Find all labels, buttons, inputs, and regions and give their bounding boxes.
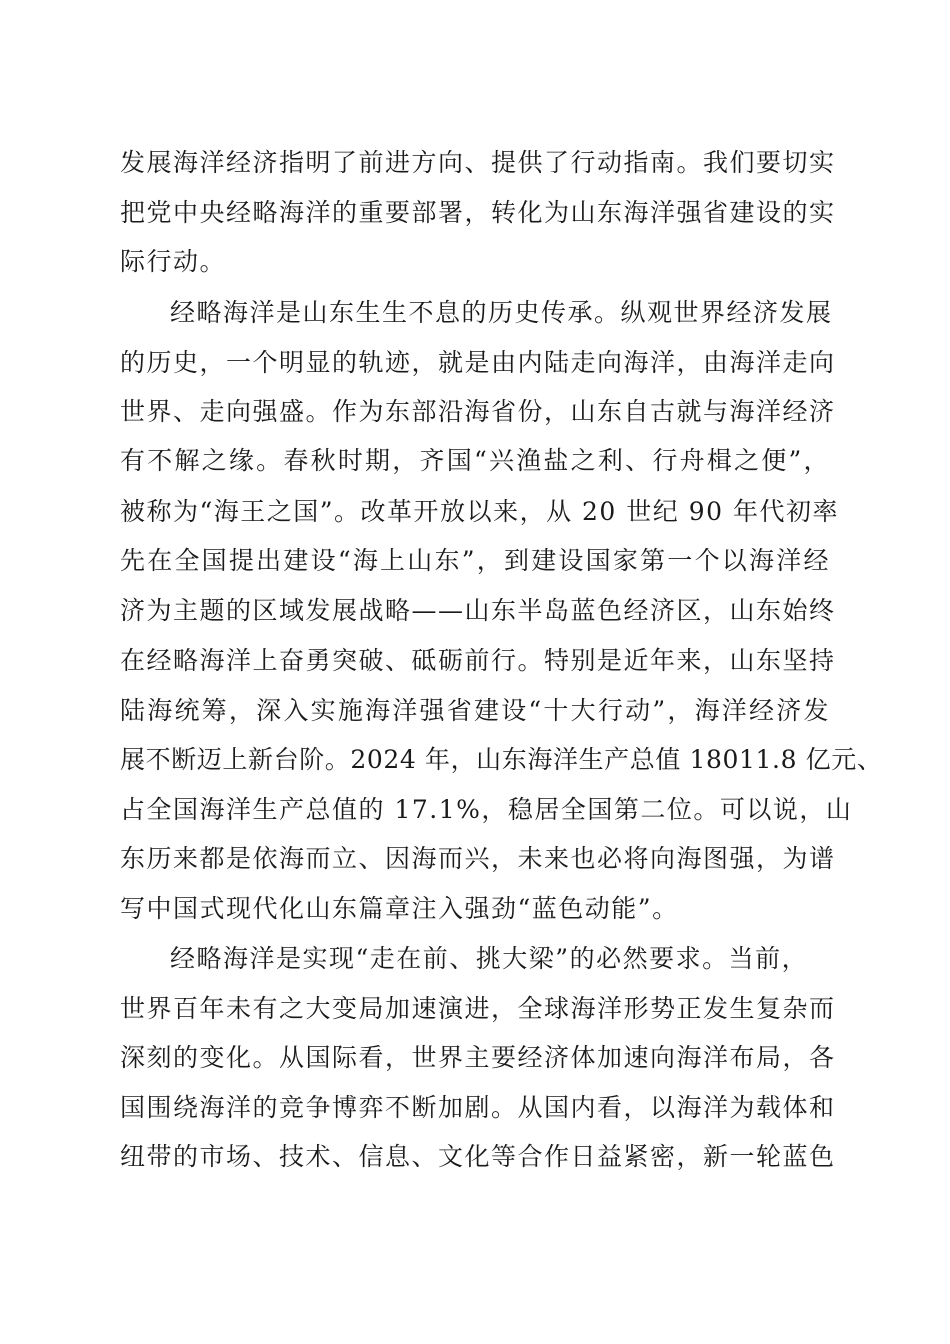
paragraph-heading-line: 经略海洋是山东生生不息的历史传承。纵观世界经济发展: [170, 298, 833, 327]
text-line: 写中国式现代化山东篇章注入强劲“蓝色动能”。: [120, 894, 679, 923]
text-line: 有不解之缘。春秋时期，齐国“兴渔盐之利、行舟楫之便”，: [120, 446, 830, 475]
text-line: 国围绕海洋的竞争博弈不断加剧。从国内看，以海洋为载体和: [120, 1093, 836, 1122]
text-line: 占全国海洋生产总值的 17.1%，稳居全国第二位。可以说，山: [120, 795, 853, 824]
text-line: 把党中央经略海洋的重要部署，转化为山东海洋强省建设的实: [120, 198, 836, 227]
text-line: 世界、走向强盛。作为东部沿海省份，山东自古就与海洋经济: [120, 397, 836, 426]
text-line: 纽带的市场、技术、信息、文化等合作日益紧密，新一轮蓝色: [120, 1142, 836, 1171]
text-line: 济为主题的区域发展战略——山东半岛蓝色经济区，山东始终: [120, 596, 836, 625]
text-line: 被称为“海王之国”。改革开放以来，从 20 世纪 90 年代初率: [120, 497, 839, 526]
text-line: 世界百年未有之大变局加速演进，全球海洋形势正发生复杂而: [120, 994, 836, 1023]
text-line: 东历来都是依海而立、因海而兴，未来也必将向海图强，为谱: [120, 844, 836, 873]
text-line: 展不断迈上新台阶。2024 年，山东海洋生产总值 18011.8 亿元、: [120, 745, 883, 774]
text-line: 际行动。: [120, 247, 227, 276]
text-line: 的历史，一个明显的轨迹，就是由内陆走向海洋，由海洋走向: [120, 348, 836, 377]
text-line: 先在全国提出建设“海上山东”，到建设国家第一个以海洋经: [120, 546, 830, 575]
text-line: 深刻的变化。从国际看，世界主要经济体加速向海洋布局，各: [120, 1043, 836, 1072]
text-line: 陆海统筹，深入实施海洋强省建设“十大行动”，海洋经济发: [120, 696, 830, 725]
paragraph-heading-line: 经略海洋是实现“走在前、挑大梁”的必然要求。当前，: [170, 944, 809, 973]
text-line: 在经略海洋上奋勇突破、砥砺前行。特别是近年来，山东坚持: [120, 646, 836, 675]
text-line: 发展海洋经济指明了前进方向、提供了行动指南。我们要切实: [120, 148, 836, 177]
